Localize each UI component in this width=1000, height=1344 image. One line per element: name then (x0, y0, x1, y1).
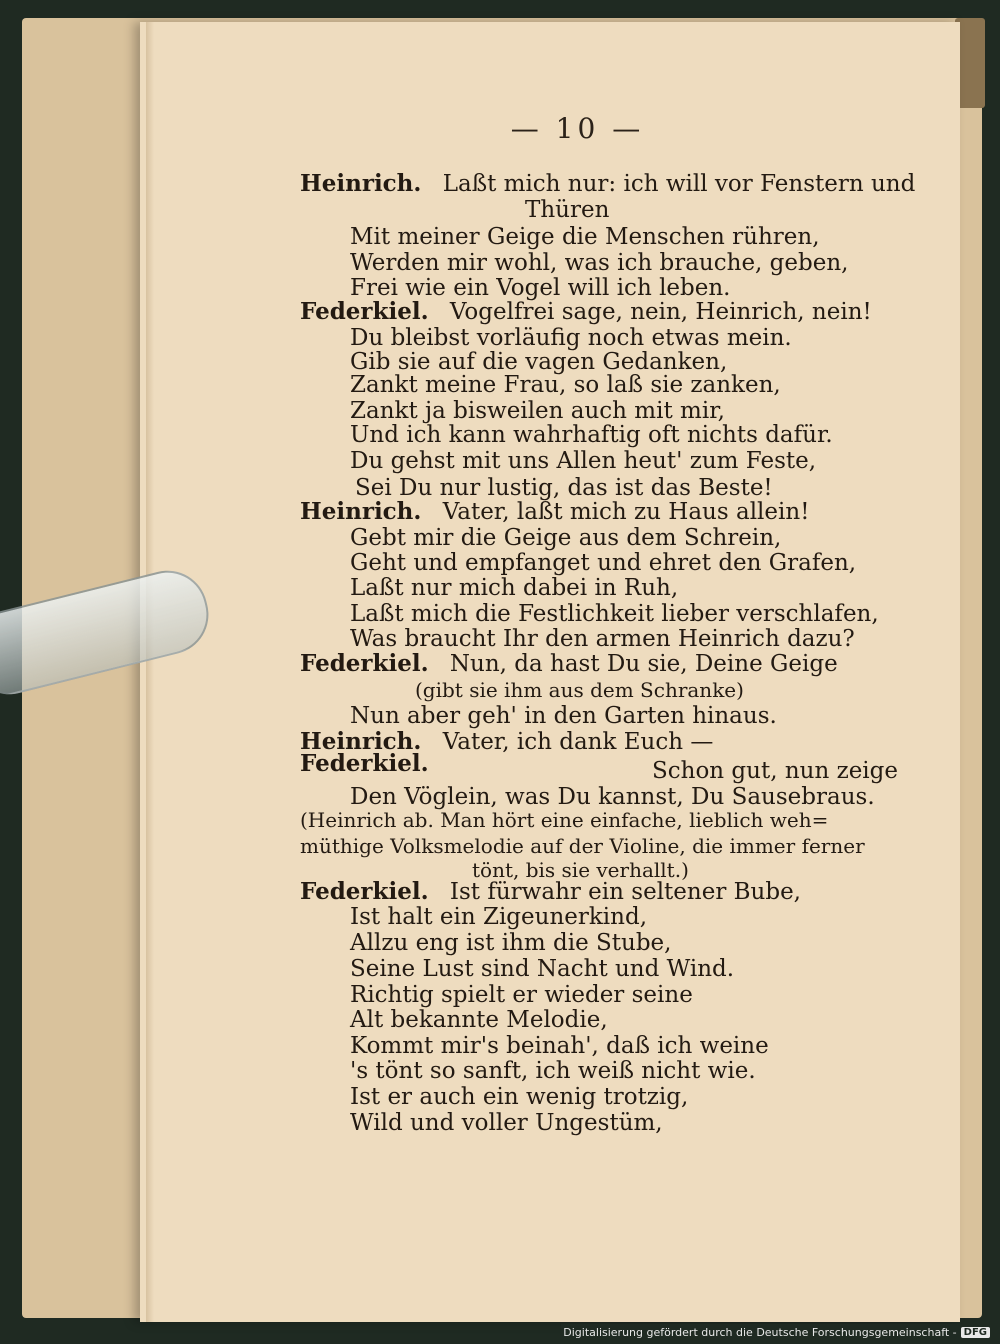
text-line (350, 400, 725, 423)
page-number: — 10 — (510, 112, 645, 145)
verse-text: Seine Lust sind Nacht und Wind. (350, 956, 735, 982)
footer (561, 1324, 992, 1340)
text-line (350, 932, 671, 955)
verse-text: Alt bekannte Melodie, (350, 1007, 608, 1033)
text-line (350, 450, 816, 473)
text-line (350, 374, 781, 397)
text-line (350, 1086, 688, 1109)
verse-text: (Heinrich ab. Man hört eine einfache, lieblich weh= (300, 808, 829, 832)
speaker-name: Federkiel. (300, 878, 429, 905)
verse-text: Sei Du nur lustig, das ist das Beste! (355, 475, 773, 501)
verse-text: Laßt nur mich dabei in Ruh, (350, 575, 679, 601)
verse-text: Schon gut, nun zeige (652, 758, 898, 784)
verse-text: Nun, da hast Du sie, Deine Geige (449, 651, 838, 677)
speaker-line (300, 300, 872, 324)
text-line (350, 527, 781, 550)
verse-text: Ist fürwahr ein seltener Bube, (449, 879, 801, 905)
verse-text: Kommt mir's beinah', daß ich weine (350, 1033, 769, 1059)
verse-text: Ist er auch ein wenig trotzig, (350, 1084, 689, 1110)
verse-text: Mit meiner Geige die Menschen rühren, (350, 224, 820, 250)
verse-text: Geht und empfanget und ehret den Grafen, (350, 550, 857, 576)
footer-text: Digitalisierung gefördert durch die Deutsche Forschungsgemeinschaft - (563, 1325, 957, 1339)
verse-text: Du gehst mit uns Allen heut' zum Feste, (350, 448, 817, 474)
text-line (350, 424, 833, 447)
text-line (350, 552, 856, 575)
text-line (350, 327, 792, 350)
text-line (415, 680, 744, 700)
verse-text: müthige Volksmelodie auf der Violine, die immer ferner (300, 834, 865, 858)
verse-text: Den Vöglein, was Du kannst, Du Sausebraus. (350, 784, 875, 810)
speaker-name: Federkiel. (300, 750, 429, 777)
text-line (472, 860, 689, 880)
verse-text: (gibt sie ihm aus dem Schranke) (415, 678, 744, 702)
verse-text: Du bleibst vorläufig noch etwas mein. (350, 325, 792, 351)
text-line (350, 1035, 769, 1058)
text-line (350, 277, 731, 300)
text-line (350, 351, 727, 374)
verse-text: Gib sie auf die vagen Gedanken, (350, 349, 728, 375)
text-line (350, 603, 879, 626)
text-line (350, 628, 855, 651)
verse-text: Vater, ich dank Euch — (442, 729, 714, 755)
verse-text: Zankt meine Frau, so laß sie zanken, (350, 372, 781, 398)
verse-text: Frei wie ein Vogel will ich leben. (350, 275, 731, 301)
verse-text: tönt, bis sie verhallt.) (472, 858, 689, 882)
speaker-name: Federkiel. (300, 298, 429, 325)
text-line (355, 477, 773, 500)
speaker-name: Heinrich. (300, 170, 422, 197)
verse-text: Ist halt ein Zigeunerkind, (350, 904, 648, 930)
speaker-line (300, 652, 838, 676)
speaker-line (300, 172, 915, 196)
dfg-logo: DFG (961, 1327, 990, 1338)
verse-text: Vogelfrei sage, nein, Heinrich, nein! (449, 299, 872, 325)
text-line (350, 577, 678, 600)
speaker-name: Federkiel. (300, 650, 429, 677)
speaker-line (300, 880, 801, 904)
text-line (350, 906, 647, 929)
text-line (350, 226, 820, 249)
text-line (300, 836, 865, 856)
text-line (350, 984, 693, 1007)
page-gutter (146, 22, 154, 1322)
verse-text: Vater, laßt mich zu Haus allein! (442, 499, 810, 525)
text-line (525, 199, 609, 222)
verse-text: Werden mir wohl, was ich brauche, geben, (350, 250, 849, 276)
text-line (350, 705, 777, 728)
verse-text: Laßt mich die Festlichkeit lieber verschlafen, (350, 601, 879, 627)
text-line (350, 252, 848, 275)
verse-text: Was braucht Ihr den armen Heinrich dazu? (350, 626, 855, 652)
text-line (300, 810, 828, 830)
speaker-line (300, 500, 809, 524)
verse-text: Wild und voller Ungestüm, (350, 1110, 663, 1136)
verse-text: Gebt mir die Geige aus dem Schrein, (350, 525, 782, 551)
verse-text: Nun aber geh' in den Garten hinaus. (350, 703, 777, 729)
verse-text: Allzu eng ist ihm die Stube, (350, 930, 672, 956)
text-line (652, 760, 898, 783)
speaker-name: Heinrich. (300, 728, 422, 755)
text-line (350, 1060, 756, 1083)
verse-text: Thüren (525, 197, 610, 223)
text-line (350, 958, 734, 981)
speaker-line (300, 752, 443, 776)
verse-text: Zankt ja bisweilen auch mit mir, (350, 398, 725, 424)
verse-text: 's tönt so sanft, ich weiß nicht wie. (350, 1058, 756, 1084)
text-line (350, 786, 875, 809)
verse-text: Richtig spielt er wieder seine (350, 982, 693, 1008)
verse-text: Und ich kann wahrhaftig oft nichts dafür. (350, 422, 833, 448)
speaker-name: Heinrich. (300, 498, 422, 525)
verse-text: Laßt mich nur: ich will vor Fenstern und (442, 171, 916, 197)
text-line (350, 1009, 608, 1032)
text-line (350, 1112, 663, 1135)
